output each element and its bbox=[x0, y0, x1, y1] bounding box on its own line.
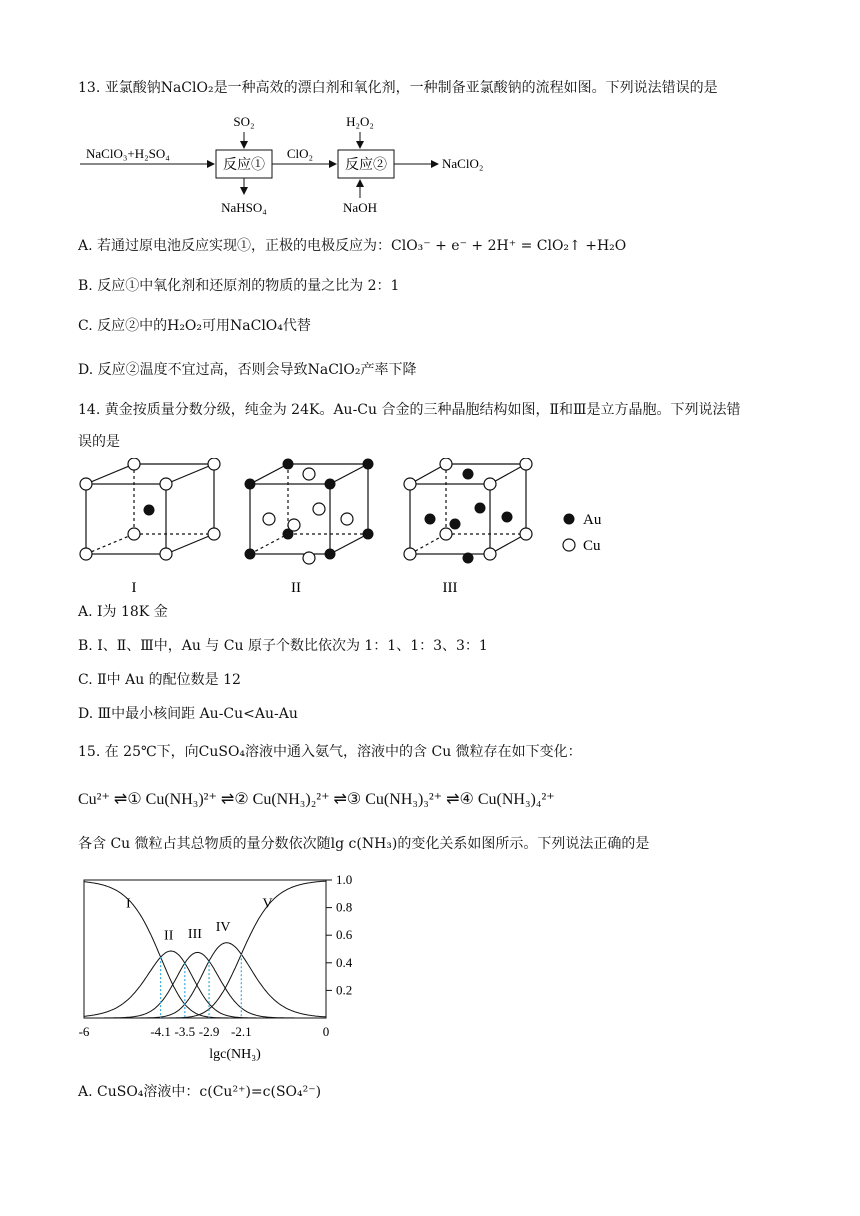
q13-stem: 13. 亚氯酸钠NaClO₂是一种高效的漂白剂和氧化剂，一种制备亚氯酸钠的流程如图。下列说法错误的是 bbox=[78, 80, 718, 96]
q13-option-a: A. 若通过原电池反应实现①，正极的电极反应为：ClO₃⁻ + e⁻ + 2H⁺ = ClO₂↑ +H₂O bbox=[78, 238, 627, 254]
q15-equation: Cu²⁺ ⇌① Cu(NH₃)²⁺ ⇌② Cu(NH₃)₂²⁺ ⇌③ Cu(NH₃)₃²⁺ ⇌④ Cu(NH₃)₄²⁺ bbox=[78, 791, 555, 808]
q13-option-d: D. 反应②温度不宜过高，否则会导致NaClO₂产率下降 bbox=[78, 362, 417, 378]
svg-text:反应①: 反应① bbox=[223, 158, 265, 173]
flow-box1-out: NaHSO₄ bbox=[221, 200, 267, 215]
series-line-1 bbox=[84, 882, 326, 1018]
series-label-4: IV bbox=[215, 920, 231, 936]
legend-cu-marker bbox=[563, 539, 575, 551]
series-label-2: II bbox=[164, 928, 174, 944]
y-tick-label: 0.2 bbox=[336, 982, 353, 998]
flow-box2-in: H₂O₂ bbox=[346, 114, 374, 129]
series-line-4 bbox=[84, 943, 326, 1018]
x-tick-label: -4.1 bbox=[150, 1024, 171, 1039]
q14-option-b: B. Ⅰ、Ⅱ、Ⅲ中，Au 与 Cu 原子个数比依次为 1：1、1：3、3：1 bbox=[78, 638, 488, 654]
y-tick-label: 1.0 bbox=[336, 872, 353, 887]
chart-frame bbox=[84, 880, 326, 1018]
cell-3-label: III bbox=[442, 580, 458, 596]
q14-option-d: D. Ⅲ中最小核间距 Au-Cu<Au-Au bbox=[78, 706, 298, 722]
series-line-5 bbox=[84, 881, 326, 1018]
flow-mid: ClO₂ bbox=[286, 146, 314, 161]
q14-crystal-cells bbox=[78, 458, 638, 598]
series-line-2 bbox=[84, 951, 326, 1018]
y-tick-label: 0.8 bbox=[336, 899, 353, 915]
q13-option-b: B. 反应①中氧化剂和还原剂的物质的量之比为 2：1 bbox=[78, 278, 400, 294]
cell-1-label: I bbox=[131, 580, 137, 596]
q15-stem2: 各含 Cu 微粒占其总物质的量分数依次随lg c(NH₃)的变化关系如图所示。下列说法正确的是 bbox=[78, 836, 650, 852]
x-tick-label: -2.1 bbox=[231, 1024, 252, 1039]
svg-text:反应②: 反应② bbox=[345, 158, 387, 173]
legend-au: Au bbox=[583, 512, 602, 528]
flow-box1-in: SO₂ bbox=[233, 114, 255, 129]
x-tick-label: -3.5 bbox=[174, 1024, 196, 1039]
q15-option-a: A. CuSO₄溶液中：c(Cu²⁺)=c(SO₄²⁻) bbox=[78, 1084, 322, 1100]
q13-option-c: C. 反应②中的H₂O₂可用NaClO₄代替 bbox=[78, 318, 311, 334]
series-line-3 bbox=[84, 952, 326, 1018]
legend-cu: Cu bbox=[583, 538, 601, 554]
q14-option-a: A. Ⅰ为 18K 金 bbox=[78, 604, 168, 620]
x-tick-label: 0 bbox=[322, 1024, 330, 1039]
q15-stem: 15. 在 25℃下，向CuSO₄溶液中通入氨气，溶液中的含 Cu 微粒存在如下变化： bbox=[78, 744, 582, 760]
flow-end: NaClO₂ bbox=[442, 156, 484, 171]
x-tick-label: -6 bbox=[78, 1024, 90, 1039]
cell-2-label: II bbox=[291, 580, 301, 596]
x-tick-label: -2.9 bbox=[198, 1024, 220, 1039]
flow-start: NaClO₃+H₂SO₄ bbox=[86, 146, 170, 161]
flow-box2-in2: NaOH bbox=[343, 200, 377, 215]
chart-xlabel: lgc(NH₃) bbox=[209, 1047, 261, 1062]
legend-au-marker bbox=[564, 514, 575, 525]
q14-stem-line1: 14. 黄金按质量分数分级，纯金为 24K。Au-Cu 合金的三种晶胞结构如图，Ⅱ和Ⅲ是立方晶胞。下列说法错 bbox=[78, 402, 741, 418]
series-label-1: I bbox=[126, 896, 131, 912]
q14-stem-line2: 误的是 bbox=[78, 434, 120, 450]
q13-flow-diagram bbox=[78, 110, 538, 220]
y-tick-label: 0.6 bbox=[336, 927, 353, 943]
y-tick-label: 0.4 bbox=[336, 954, 353, 970]
q15-distribution-chart bbox=[78, 868, 378, 1068]
series-label-5: V bbox=[262, 896, 273, 912]
q14-option-c: C. Ⅱ中 Au 的配位数是 12 bbox=[78, 672, 241, 688]
series-label-3: III bbox=[187, 926, 202, 942]
